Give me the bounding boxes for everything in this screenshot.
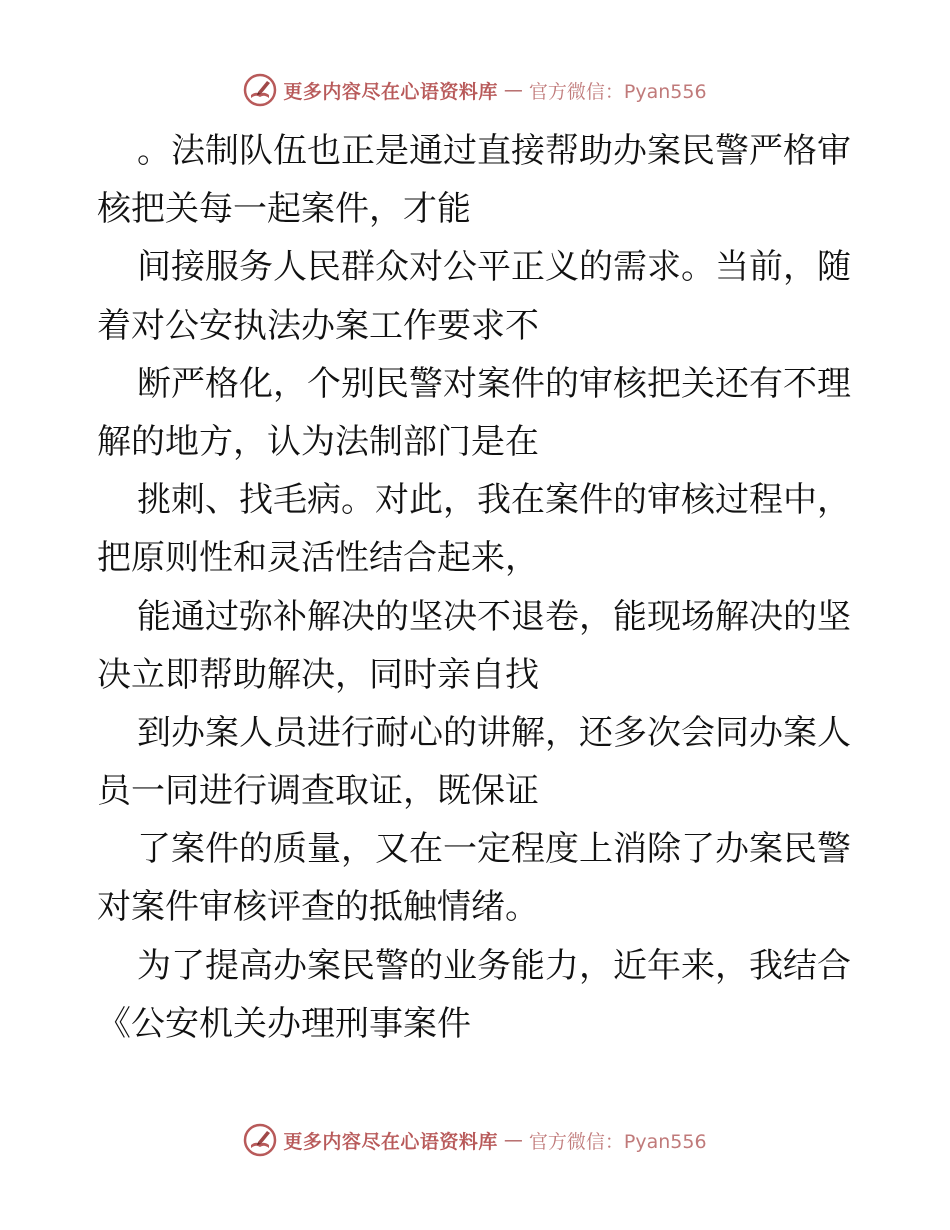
header-banner [0,70,950,110]
book-pen-logo-icon [243,1123,277,1157]
body-line: 着对公安执法办案工作要求不 [97,305,539,346]
header-banner-separator: — [503,79,523,101]
body-line: 。法制队伍也正是通过直接帮助办案民警严格审 [137,131,851,171]
header-banner-text: 更多内容尽在心语资料库 [283,80,498,103]
body-line: 挑刺、找毛病。对此，我在案件的审核过程中， [137,480,851,521]
footer-banner-separator: — [503,1129,523,1151]
body-line: 决立即帮助解决，同时亲自找 [97,654,539,695]
footer-wechat-id: 官方微信：Pyan556 [528,1130,707,1153]
header-wechat-id: 官方微信：Pyan556 [528,80,707,103]
body-line: 为了提高办案民警的业务能力，近年来，我结合 [137,945,851,986]
book-pen-logo-icon [243,73,277,107]
body-line: 间接服务人民群众对公平正义的需求。当前，随 [137,247,851,288]
footer-banner [0,1120,950,1160]
footer-banner-text: 更多内容尽在心语资料库 [283,1130,498,1153]
body-line: 解的地方，认为法制部门是在 [97,421,539,462]
body-line: 到办案人员进行耐心的讲解，还多次会同办案人 [137,712,851,753]
body-line: 《公安机关办理刑事案件 [97,1003,471,1044]
body-line: 了案件的质量，又在一定程度上消除了办案民警 [137,829,851,870]
body-line: 对案件审核评查的抵触情绪。 [97,887,539,928]
body-line: 把原则性和灵活性结合起来， [97,538,539,579]
body-line: 能通过弥补解决的坚决不退卷，能现场解决的坚 [137,596,851,637]
body-line: 断严格化，个别民警对案件的审核把关还有不理 [137,363,851,404]
body-line: 核把关每一起案件，才能 [97,189,471,230]
body-line: 员一同进行调查取证，既保证 [97,771,539,812]
document-body [97,122,857,1053]
